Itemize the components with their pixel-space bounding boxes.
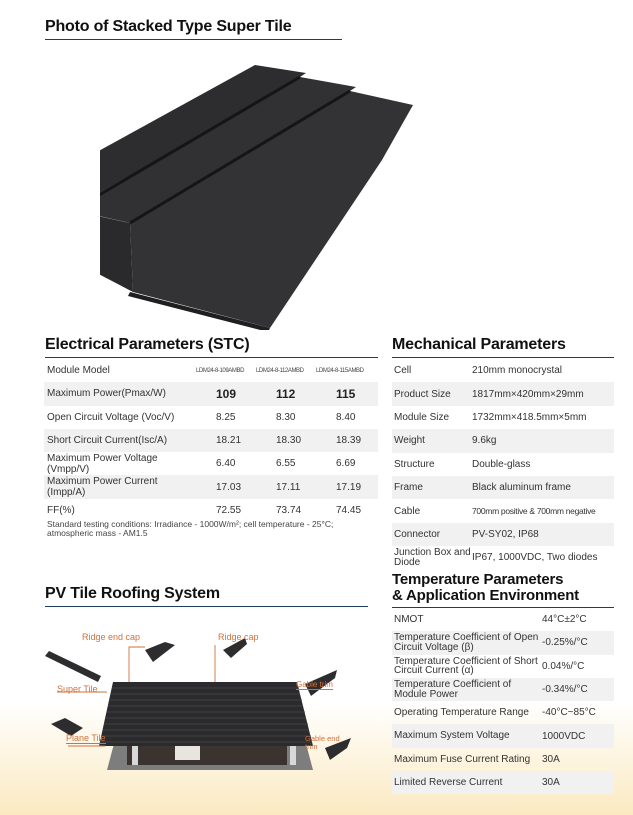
row-value: IP67, 1000VDC, Two diodes bbox=[472, 552, 598, 564]
table-row bbox=[392, 429, 614, 452]
electrical-parameters-table bbox=[44, 359, 378, 522]
row-value: 1732mm×418.5mm×5mm bbox=[472, 411, 587, 423]
cell-value: 74.45 bbox=[336, 504, 362, 516]
cell-value: 112 bbox=[276, 386, 296, 401]
table-row bbox=[392, 546, 614, 569]
table-row bbox=[392, 382, 614, 405]
row-label: Maximum System Voltage bbox=[394, 730, 510, 742]
model-name: LDM24-8-115AMBD bbox=[316, 367, 364, 374]
mechanical-section-title: Mechanical Parameters bbox=[392, 336, 614, 358]
cell-value: 109 bbox=[216, 386, 237, 401]
row-label: Maximum Fuse Current Rating bbox=[394, 753, 531, 765]
row-value: Black aluminum frame bbox=[472, 482, 571, 494]
row-value: 1817mm×420mm×29mm bbox=[472, 388, 584, 400]
row-value: -0.34%/°C bbox=[542, 684, 588, 696]
table-row bbox=[392, 499, 614, 522]
note-line: Standard testing conditions: Irradiance - 1000W/m²; cell temperature - 25°C; bbox=[47, 519, 334, 529]
label-line: Gable end bbox=[305, 734, 340, 743]
row-label: Junction Box and Diode bbox=[394, 547, 471, 568]
cell-value: 8.30 bbox=[276, 411, 296, 423]
header-label: Module Model bbox=[47, 365, 110, 377]
label-line: trim bbox=[305, 742, 318, 751]
table-row bbox=[392, 523, 614, 546]
row-value: 30A bbox=[542, 777, 560, 789]
row-value: 1000VDC bbox=[542, 730, 586, 742]
cell-value: 8.25 bbox=[216, 411, 236, 423]
row-label: Maximum Power(Pmax/W) bbox=[47, 388, 166, 400]
row-label: FF(%) bbox=[47, 504, 75, 516]
mechanical-parameters-table bbox=[392, 359, 614, 570]
row-value: 700mm positive & 700mm negative bbox=[472, 506, 596, 517]
cell-value: 17.03 bbox=[216, 481, 242, 493]
table-row bbox=[44, 429, 378, 452]
cell-value: 17.11 bbox=[276, 481, 301, 493]
temperature-parameters-table bbox=[392, 608, 614, 794]
row-value: -40°C~85°C bbox=[542, 707, 596, 719]
electrical-section-title: Electrical Parameters (STC) bbox=[45, 336, 378, 358]
plane-tile-label: Plane Tile bbox=[66, 733, 106, 743]
test-conditions-note bbox=[47, 520, 382, 538]
row-value: -0.25%/°C bbox=[542, 637, 588, 649]
model-name: LDM24-8-109AMBD bbox=[196, 367, 245, 374]
row-value: 0.04%/°C bbox=[542, 660, 585, 672]
row-value: 9.6kg bbox=[472, 435, 497, 447]
table-row bbox=[392, 771, 614, 794]
row-label: Operating Temperature Range bbox=[394, 707, 529, 719]
table-row bbox=[392, 476, 614, 499]
row-label: Frame bbox=[394, 482, 423, 494]
title-line: Temperature Parameters bbox=[392, 571, 564, 588]
row-label: Cable bbox=[394, 505, 421, 517]
row-label: Temperature Coefficient of Module Power bbox=[394, 679, 512, 700]
cell-value: 18.30 bbox=[276, 435, 302, 447]
stacked-super-tile-image bbox=[100, 60, 530, 330]
roofing-system-diagram bbox=[35, 620, 375, 800]
cell-value: 17.19 bbox=[336, 481, 362, 493]
cell-value: 72.55 bbox=[216, 504, 242, 516]
pv-roofing-section-title: PV Tile Roofing System bbox=[45, 585, 368, 607]
row-label: Structure bbox=[394, 458, 435, 470]
table-row bbox=[44, 452, 378, 475]
row-label: NMOT bbox=[394, 613, 424, 625]
ridge-end-cap-label: Ridge end cap bbox=[82, 632, 141, 642]
row-value: 44°C±2°C bbox=[542, 614, 587, 626]
cell-value: 18.39 bbox=[336, 435, 362, 447]
row-label: Temperature Coefficient of Short Circuit Current (α) bbox=[394, 655, 538, 677]
cell-value: 6.55 bbox=[276, 458, 296, 470]
table-row bbox=[392, 631, 614, 654]
cell-value: 8.40 bbox=[336, 411, 356, 423]
row-label: Weight bbox=[394, 435, 425, 447]
row-value: Double-glass bbox=[472, 458, 531, 470]
row-label: Short Circuit Current(Isc/A) bbox=[47, 435, 168, 447]
note-line: atmospheric mass - AM1.5 bbox=[47, 528, 148, 538]
table-row bbox=[392, 701, 614, 724]
cell-value: 73.74 bbox=[276, 504, 302, 516]
table-row bbox=[392, 406, 614, 429]
table-row bbox=[392, 678, 614, 701]
gable-end-trim-label bbox=[305, 735, 340, 751]
super-tile-piece bbox=[45, 651, 101, 682]
row-label: Cell bbox=[394, 365, 412, 377]
cell-value: 115 bbox=[336, 386, 356, 401]
row-label: Maximum Power Voltage (Vmpp/V) bbox=[47, 452, 158, 475]
cell-value: 18.21 bbox=[216, 435, 242, 447]
super-tile-label: Super Tile bbox=[57, 684, 98, 694]
row-label: Limited Reverse Current bbox=[394, 776, 503, 788]
ridge-cap-label: Ridge cap bbox=[218, 632, 259, 642]
table-row bbox=[44, 475, 378, 498]
table-row bbox=[392, 608, 614, 631]
row-value: 210mm monocrystal bbox=[472, 365, 563, 377]
temperature-section-title bbox=[392, 572, 614, 608]
cell-value: 6.69 bbox=[336, 458, 356, 470]
table-row bbox=[392, 724, 614, 747]
row-label: Module Size bbox=[394, 411, 450, 423]
row-label: Connector bbox=[394, 528, 441, 540]
photo-section-title: Photo of Stacked Type Super Tile bbox=[45, 18, 342, 40]
model-name: LDM24-8-112AMBD bbox=[256, 367, 304, 374]
table-row bbox=[392, 453, 614, 476]
table-header-row bbox=[44, 359, 378, 382]
table-row bbox=[392, 359, 614, 382]
gable-trim-label: Gable trim bbox=[296, 680, 333, 689]
row-value: 30A bbox=[542, 753, 560, 765]
table-row bbox=[392, 748, 614, 771]
cell-value: 6.40 bbox=[216, 458, 236, 470]
row-value: PV-SY02, IP68 bbox=[472, 528, 539, 540]
table-row bbox=[44, 382, 378, 405]
row-label: Open Circuit Voltage (Voc/V) bbox=[47, 411, 175, 423]
row-label: Product Size bbox=[394, 388, 451, 400]
table-row bbox=[392, 655, 614, 678]
row-label: Temperature Coefficient of Open Circuit Voltage (β) bbox=[394, 632, 539, 653]
row-label: Maximum Power Current (Impp/A) bbox=[47, 476, 158, 499]
table-row bbox=[44, 406, 378, 429]
title-line: & Application Environment bbox=[392, 587, 579, 604]
